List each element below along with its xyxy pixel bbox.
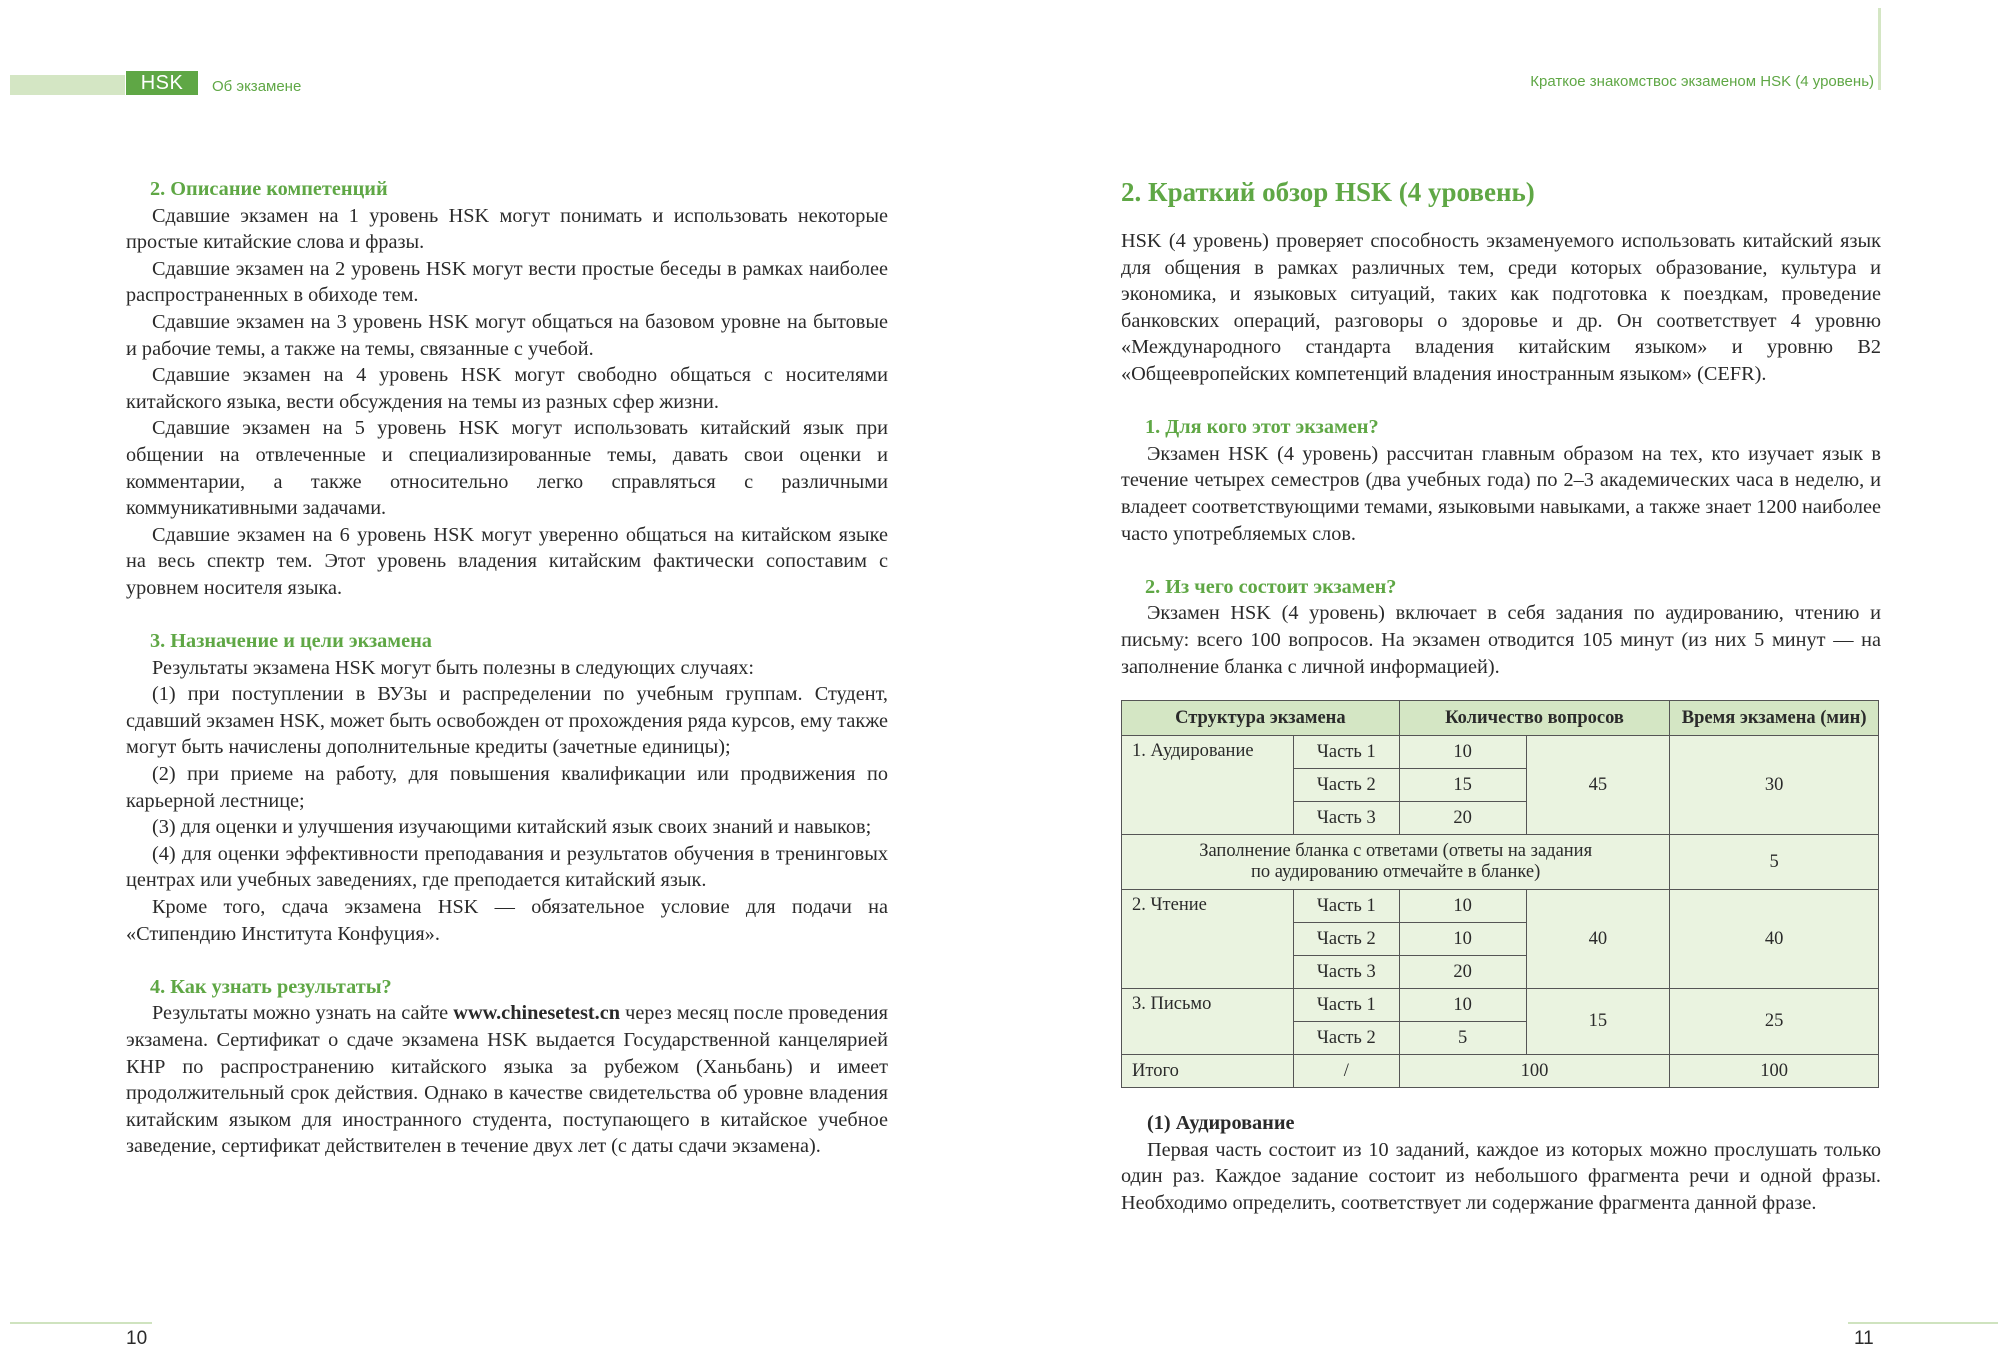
table-row: 3. Письмо Часть 1 10 15 25 bbox=[1122, 989, 1879, 1022]
table-row: Часть 2 5 bbox=[1122, 1022, 1879, 1055]
section-heading-competencies: 2. Описание компетенций bbox=[150, 178, 388, 200]
section-heading-purpose: 3. Назначение и цели экзамена bbox=[150, 630, 432, 653]
left-page-column bbox=[126, 176, 888, 1160]
left-section-title: Об экзамене bbox=[212, 78, 302, 95]
paragraph: Сдавшие экзамен на 6 уровень HSK могут уверенно общаться на китайском языке на весь спектр тем. Этот уровень владения китайским фактически сопоставим с уровнем носителя языка. bbox=[126, 523, 888, 599]
paragraph: Первая часть состоит из 10 заданий, каждое из которых можно прослушать только один раз. Каждое задание состоит из небольшого фрагмента речи и одной фразы. Необходимо определить, соответствует ли содержание фрагмента данной фразе. bbox=[1121, 1138, 1881, 1214]
paragraph: Сдавшие экзамен на 5 уровень HSK могут использовать китайский язык при общении на отвлеченные и специализированные темы, давать свои оценки и комментарии, а также относительно легко справляться с различными коммуникативными задачами. bbox=[126, 417, 888, 520]
footer-line-left bbox=[10, 1322, 152, 1324]
column-header: Структура экзамена bbox=[1122, 701, 1400, 736]
footer-line-right bbox=[1848, 1322, 1998, 1324]
table-row: Часть 2 15 bbox=[1122, 769, 1879, 802]
paragraph: Экзамен HSK (4 уровень) рассчитан главным образом на тех, кто изучает язык в течение четырех семестров (два учебных года) по 2–3 академических часа в неделю, и владеет соответствующими темами, языковыми навыками, а также знает 1200 наиболее часто употребляемых слов. bbox=[1121, 442, 1881, 545]
table-total-row: Итого / 100 100 bbox=[1122, 1055, 1879, 1088]
paragraph: (2) при приеме на работу, для повышения квалификации или продвижения по карьерной лестнице; bbox=[126, 763, 888, 812]
paragraph-results: Результаты можно узнать на сайте www.chinesetest.cn через месяц после проведения экзамена. Сертификат о сдаче экзамена HSK выдается Государственной канцелярией КНР по распространению китайского языка за рубежом (Ханьбань) и имеет продолжительный срок действия. Однако в качестве свидетельства об уровне владения китайским языком для иностранного студента, поступающего в китайское учебное заведение, сертификат действителен в течение двух лет (с даты сдачи экзамена). bbox=[126, 1002, 888, 1158]
table-row: 1. Аудирование Часть 1 10 45 30 bbox=[1122, 736, 1879, 769]
paragraph: Сдавшие экзамен на 3 уровень HSK могут общаться на базовом уровне на бытовые и рабочие темы, а также на темы, связанные с учебой. bbox=[126, 310, 888, 360]
header-divider bbox=[1878, 8, 1881, 90]
paragraph: Сдавшие экзамен на 2 уровень HSK могут вести простые беседы в рамках наиболее распространенных в обиходе тем. bbox=[126, 257, 888, 307]
page-number-left: 10 bbox=[126, 1328, 148, 1349]
hsk-badge: HSK bbox=[126, 71, 198, 95]
listening-heading: (1) Аудирование bbox=[1147, 1112, 1295, 1135]
header-accent-bar bbox=[10, 75, 125, 95]
page-title: 2. Краткий обзор HSK (4 уровень) bbox=[1121, 177, 1535, 207]
paragraph: Результаты экзамена HSK могут быть полезны в следующих случаях: bbox=[152, 656, 755, 679]
question-heading-audience: 1. Для кого этот экзамен? bbox=[1145, 416, 1379, 439]
right-section-title: Краткое знакомствос экзаменом HSK (4 уровень) bbox=[1530, 73, 1874, 90]
paragraph: (4) для оценки эффективности преподавания и результатов обучения в тренинговых центрах или учебных заведениях, где преподается китайский язык. bbox=[126, 842, 888, 892]
table-row: Заполнение бланка с ответами (ответы на задания по аудированию отмечайте в бланке) 5 bbox=[1122, 835, 1879, 890]
website-link[interactable]: www.chinesetest.cn bbox=[453, 1002, 621, 1025]
paragraph: Сдавшие экзамен на 1 уровень HSK могут понимать и использовать некоторые простые китайские слова и фразы. bbox=[126, 204, 888, 254]
table-row: Часть 3 20 bbox=[1122, 956, 1879, 989]
paragraph: Сдавшие экзамен на 4 уровень HSK могут свободно общаться с носителями китайского языка, вести обсуждения на темы из разных сфер жизни. bbox=[126, 364, 888, 413]
column-header: Время экзамена (мин) bbox=[1670, 701, 1879, 736]
intro-paragraph: HSK (4 уровень) проверяет способность экзаменуемого использовать китайский язык для общения в рамках различных тем, среди которых образование, культура и экономика, и языковых ситуаций, таких как подготовка к поездкам, проведение банковских операций, разговоры о здоровье и др. Он соответствует 4 уровню «Международного стандарта владения китайским языком» и уровню B2 «Общеевропейских компетенций владения иностранным языком» (CEFR). bbox=[1121, 230, 1881, 385]
page-number-right: 11 bbox=[1854, 1328, 1874, 1349]
table-row: 2. Чтение Часть 1 10 40 40 bbox=[1122, 890, 1879, 923]
paragraph: (3) для оценки и улучшения изучающими китайский язык своих знаний и навыков; bbox=[152, 816, 872, 839]
paragraph: (1) при поступлении в ВУЗы и распределении по учебным группам. Студент, сдавший экзамен HSK, может быть освобожден от прохождения ряда курсов, ему также могут быть начислены дополнительные кредиты (зачетные единицы); bbox=[126, 683, 888, 759]
question-heading-structure: 2. Из чего состоит экзамен? bbox=[1145, 575, 1397, 598]
table-row: Часть 3 20 bbox=[1122, 802, 1879, 835]
section-heading-results: 4. Как узнать результаты? bbox=[150, 975, 392, 998]
paragraph: Кроме того, сдача экзамена HSK — обязательное условие для подачи на «Стипендию Института Конфуция». bbox=[126, 896, 888, 945]
column-header: Количество вопросов bbox=[1399, 701, 1670, 736]
table-row: Часть 2 10 bbox=[1122, 923, 1879, 956]
paragraph: Экзамен HSK (4 уровень) включает в себя задания по аудированию, чтению и письму: всего 100 вопросов. На экзамен отводится 105 минут (из них 5 минут — на заполнение бланка с личной информацией). bbox=[1121, 602, 1881, 678]
right-page-column bbox=[1121, 176, 1881, 1216]
table-header-row bbox=[1122, 701, 1879, 736]
exam-structure-table bbox=[1121, 700, 1879, 1088]
